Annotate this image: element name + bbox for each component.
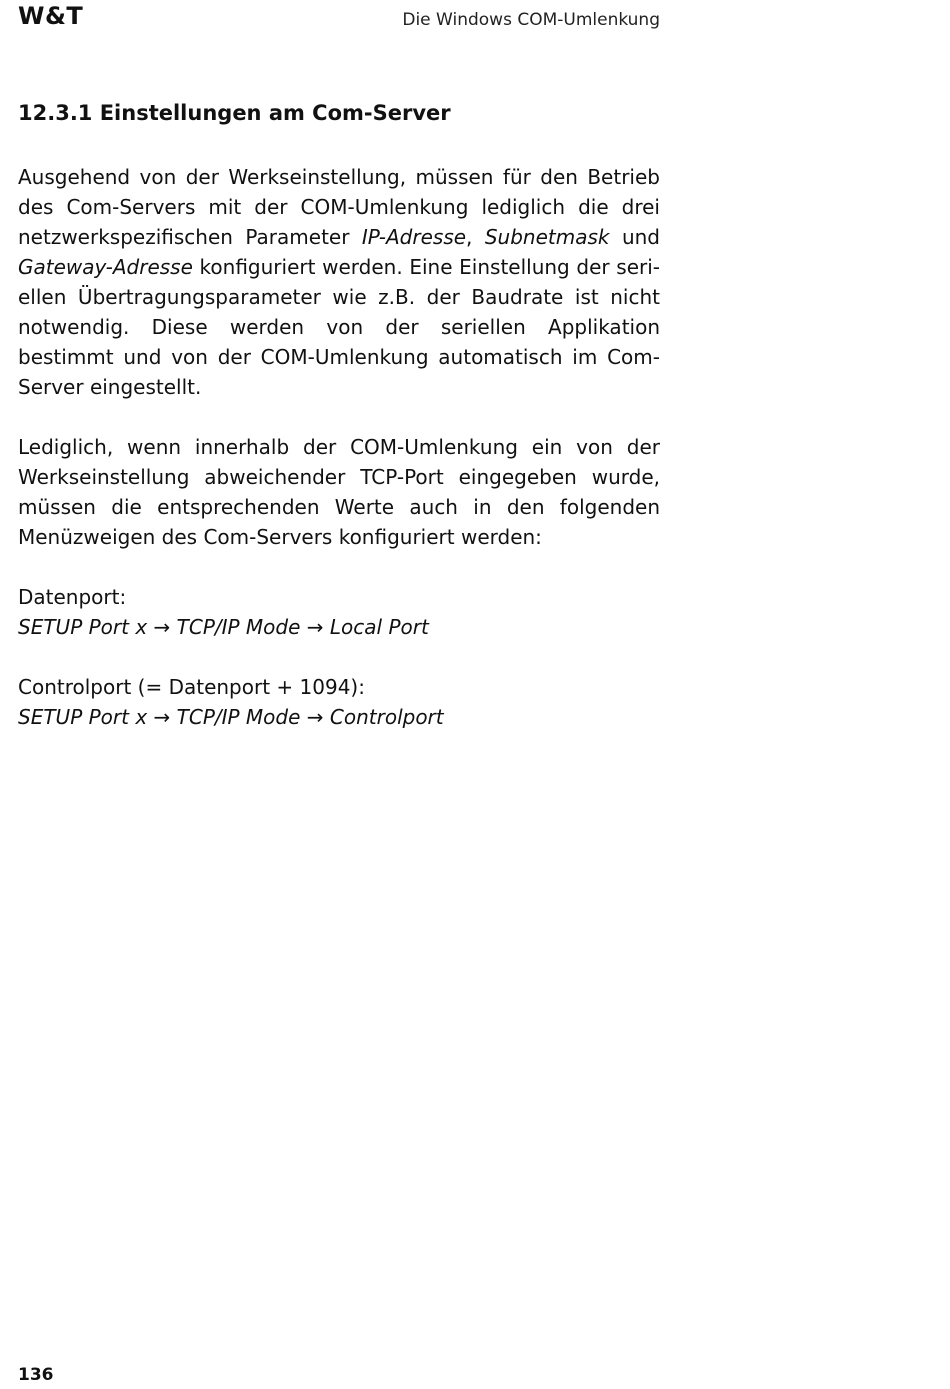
section-title: 12.3.1 Einstellungen am Com-Server [18,101,451,125]
dataport-label: Datenport: [18,585,127,609]
brand-logo: W&T [18,2,84,30]
term-subnetmask: Subnetmask [484,225,610,249]
running-head: Die Windows COM-Umlenkung [402,10,660,30]
dataport-menu-path [18,612,660,642]
dataport-menu-path-text: SETUP Port x → TCP/IP Mode → Local Port [18,615,429,639]
term-ip-address: IP-Adresse [361,225,467,249]
paragraph-intro-text-3: und [609,225,661,249]
page-number: 136 [18,1365,54,1385]
paragraph-intro-text-4: konfiguriert werden. Eine Einstellung der seriellen Übertragungsparameter wie z.B. der Baudrate ist nicht notwendig. Diese werden von der seriellen Applikation bestimmt und von der COM-Umlenkung automatisch im Com-Server eingestellt. [18,255,660,399]
paragraph-intro [18,162,660,402]
paragraph-intro-text-1: Ausgehend von der Werkseinstellung, müssen für den Betrieb des Com-Servers mit der COM-Umlenkung lediglich die drei netzwerkspezifischen Parameter [18,165,660,249]
controlport-menu-path [18,702,660,732]
term-gateway-address: Gateway-Adresse [18,255,193,279]
page-content [18,98,660,762]
dataport-block [18,582,660,642]
controlport-label: Controlport (= Datenport + 1094): [18,675,365,699]
paragraph-tcp-port: Lediglich, wenn innerhalb der COM-Umlenkung ein von der Werkseinstellung abweichender TCP-Port eingegeben wurde, müssen die entsprechenden Werte auch in den folgenden Menüzweigen des Com-Servers konfiguriert werden: [18,435,660,549]
controlport-block [18,672,660,732]
paragraph-intro-text-2: , [466,225,485,249]
controlport-menu-path-text: SETUP Port x → TCP/IP Mode → Controlport [18,705,444,729]
